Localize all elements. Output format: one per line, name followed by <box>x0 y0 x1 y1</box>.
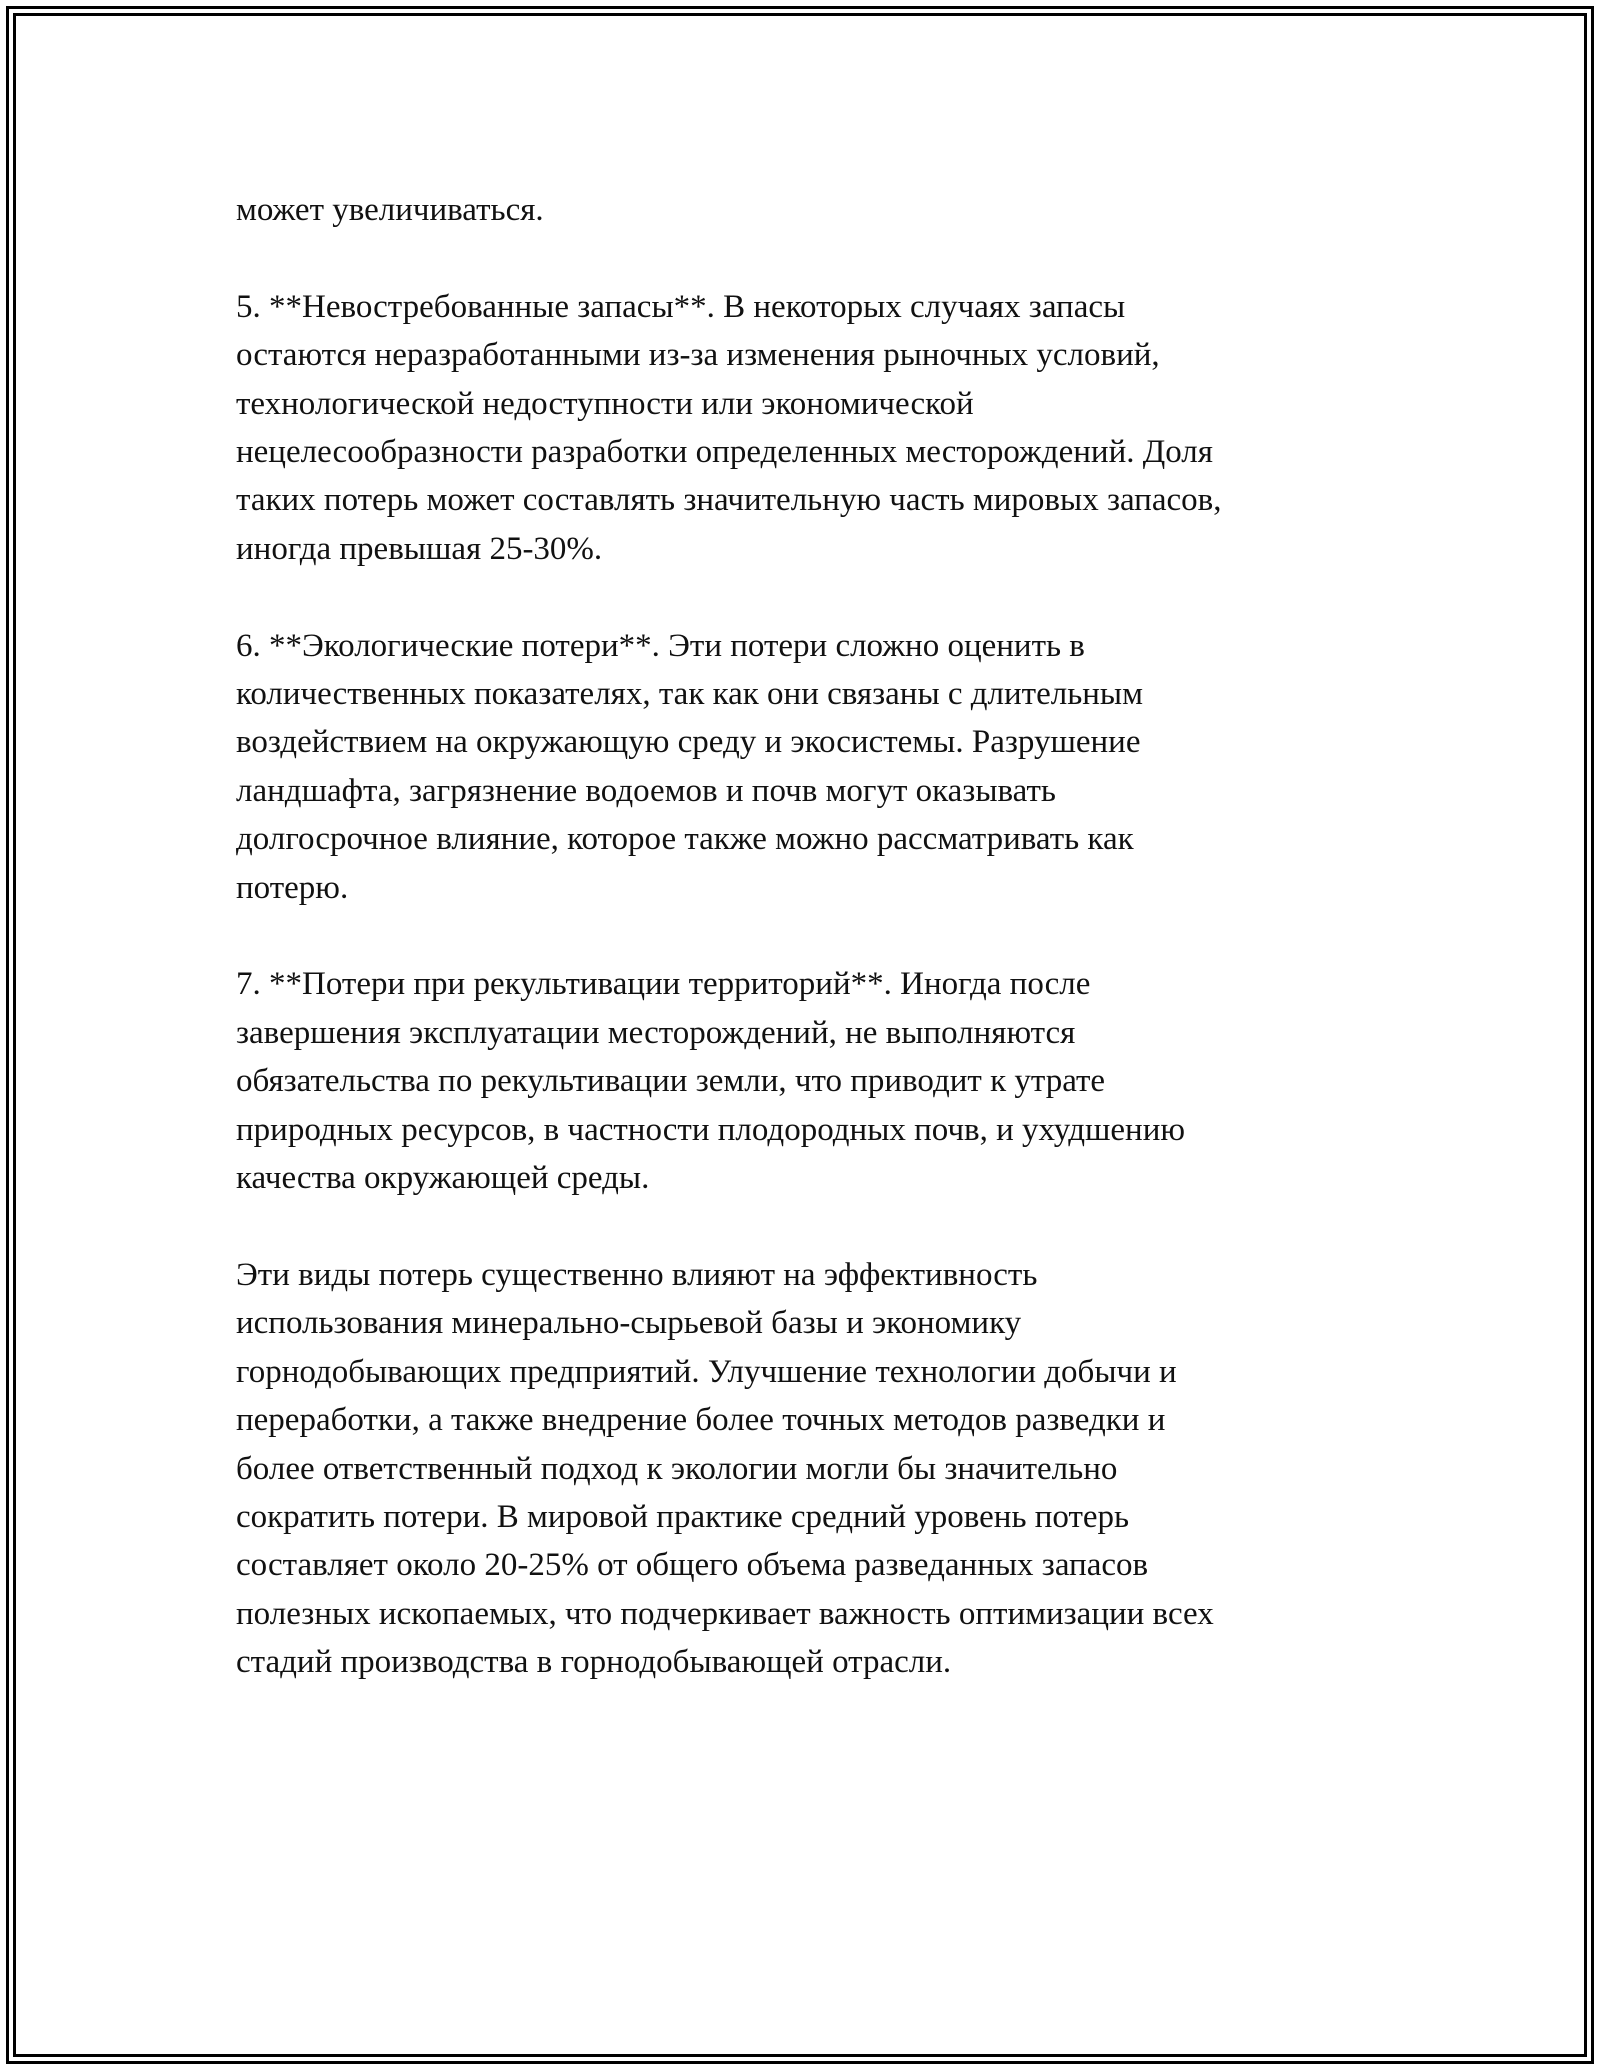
document-body <box>236 186 1356 1687</box>
paragraph-item-6: 6. **Экологические потери**. Эти потери сложно оценить в количественных показателях, так как они связаны с длительным воздействием на окружающую среду и экосистемы. Разрушение ландшафта, загрязнение водоемов и почв могут оказывать долгосрочное влияние, которое также можно рассматривать как потерю. <box>236 627 1143 906</box>
paragraph-item-5: 5. **Невостребованные запасы**. В некоторых случаях запасы остаются неразработанными из-за изменения рыночных условий, технологической недоступности или экономической нецелесообразности разработки определенных месторождений. Доля таких потерь может составлять значительную часть мировых запасов, иногда превышая 25-30%. <box>236 288 1222 567</box>
paragraph-item-7: 7. **Потери при рекультивации территорий**. Иногда после завершения эксплуатации месторождений, не выполняются обязательства по рекультивации земли, что приводит к утрате природных ресурсов, в частности плодородных почв, и ухудшению качества окружающей среды. <box>236 966 1186 1197</box>
paragraph-conclusion: Эти виды потерь существенно влияют на эффективность использования минерально-сырьевой базы и экономику горнодобывающих предприятий. Улучшение технологии добычи и переработки, а также внедрение более точных методов разведки и более ответственный подход к экологии могли бы значительно сократить потери. В мировой практике средний уровень потерь составляет около 20-25% от общего объема разведанных запасов полезных ископаемых, что подчеркивает важность оптимизации всех стадий производства в горнодобывающей отрасли. <box>236 1256 1214 1681</box>
paragraph-continuation: может увеличиваться. <box>236 192 544 228</box>
